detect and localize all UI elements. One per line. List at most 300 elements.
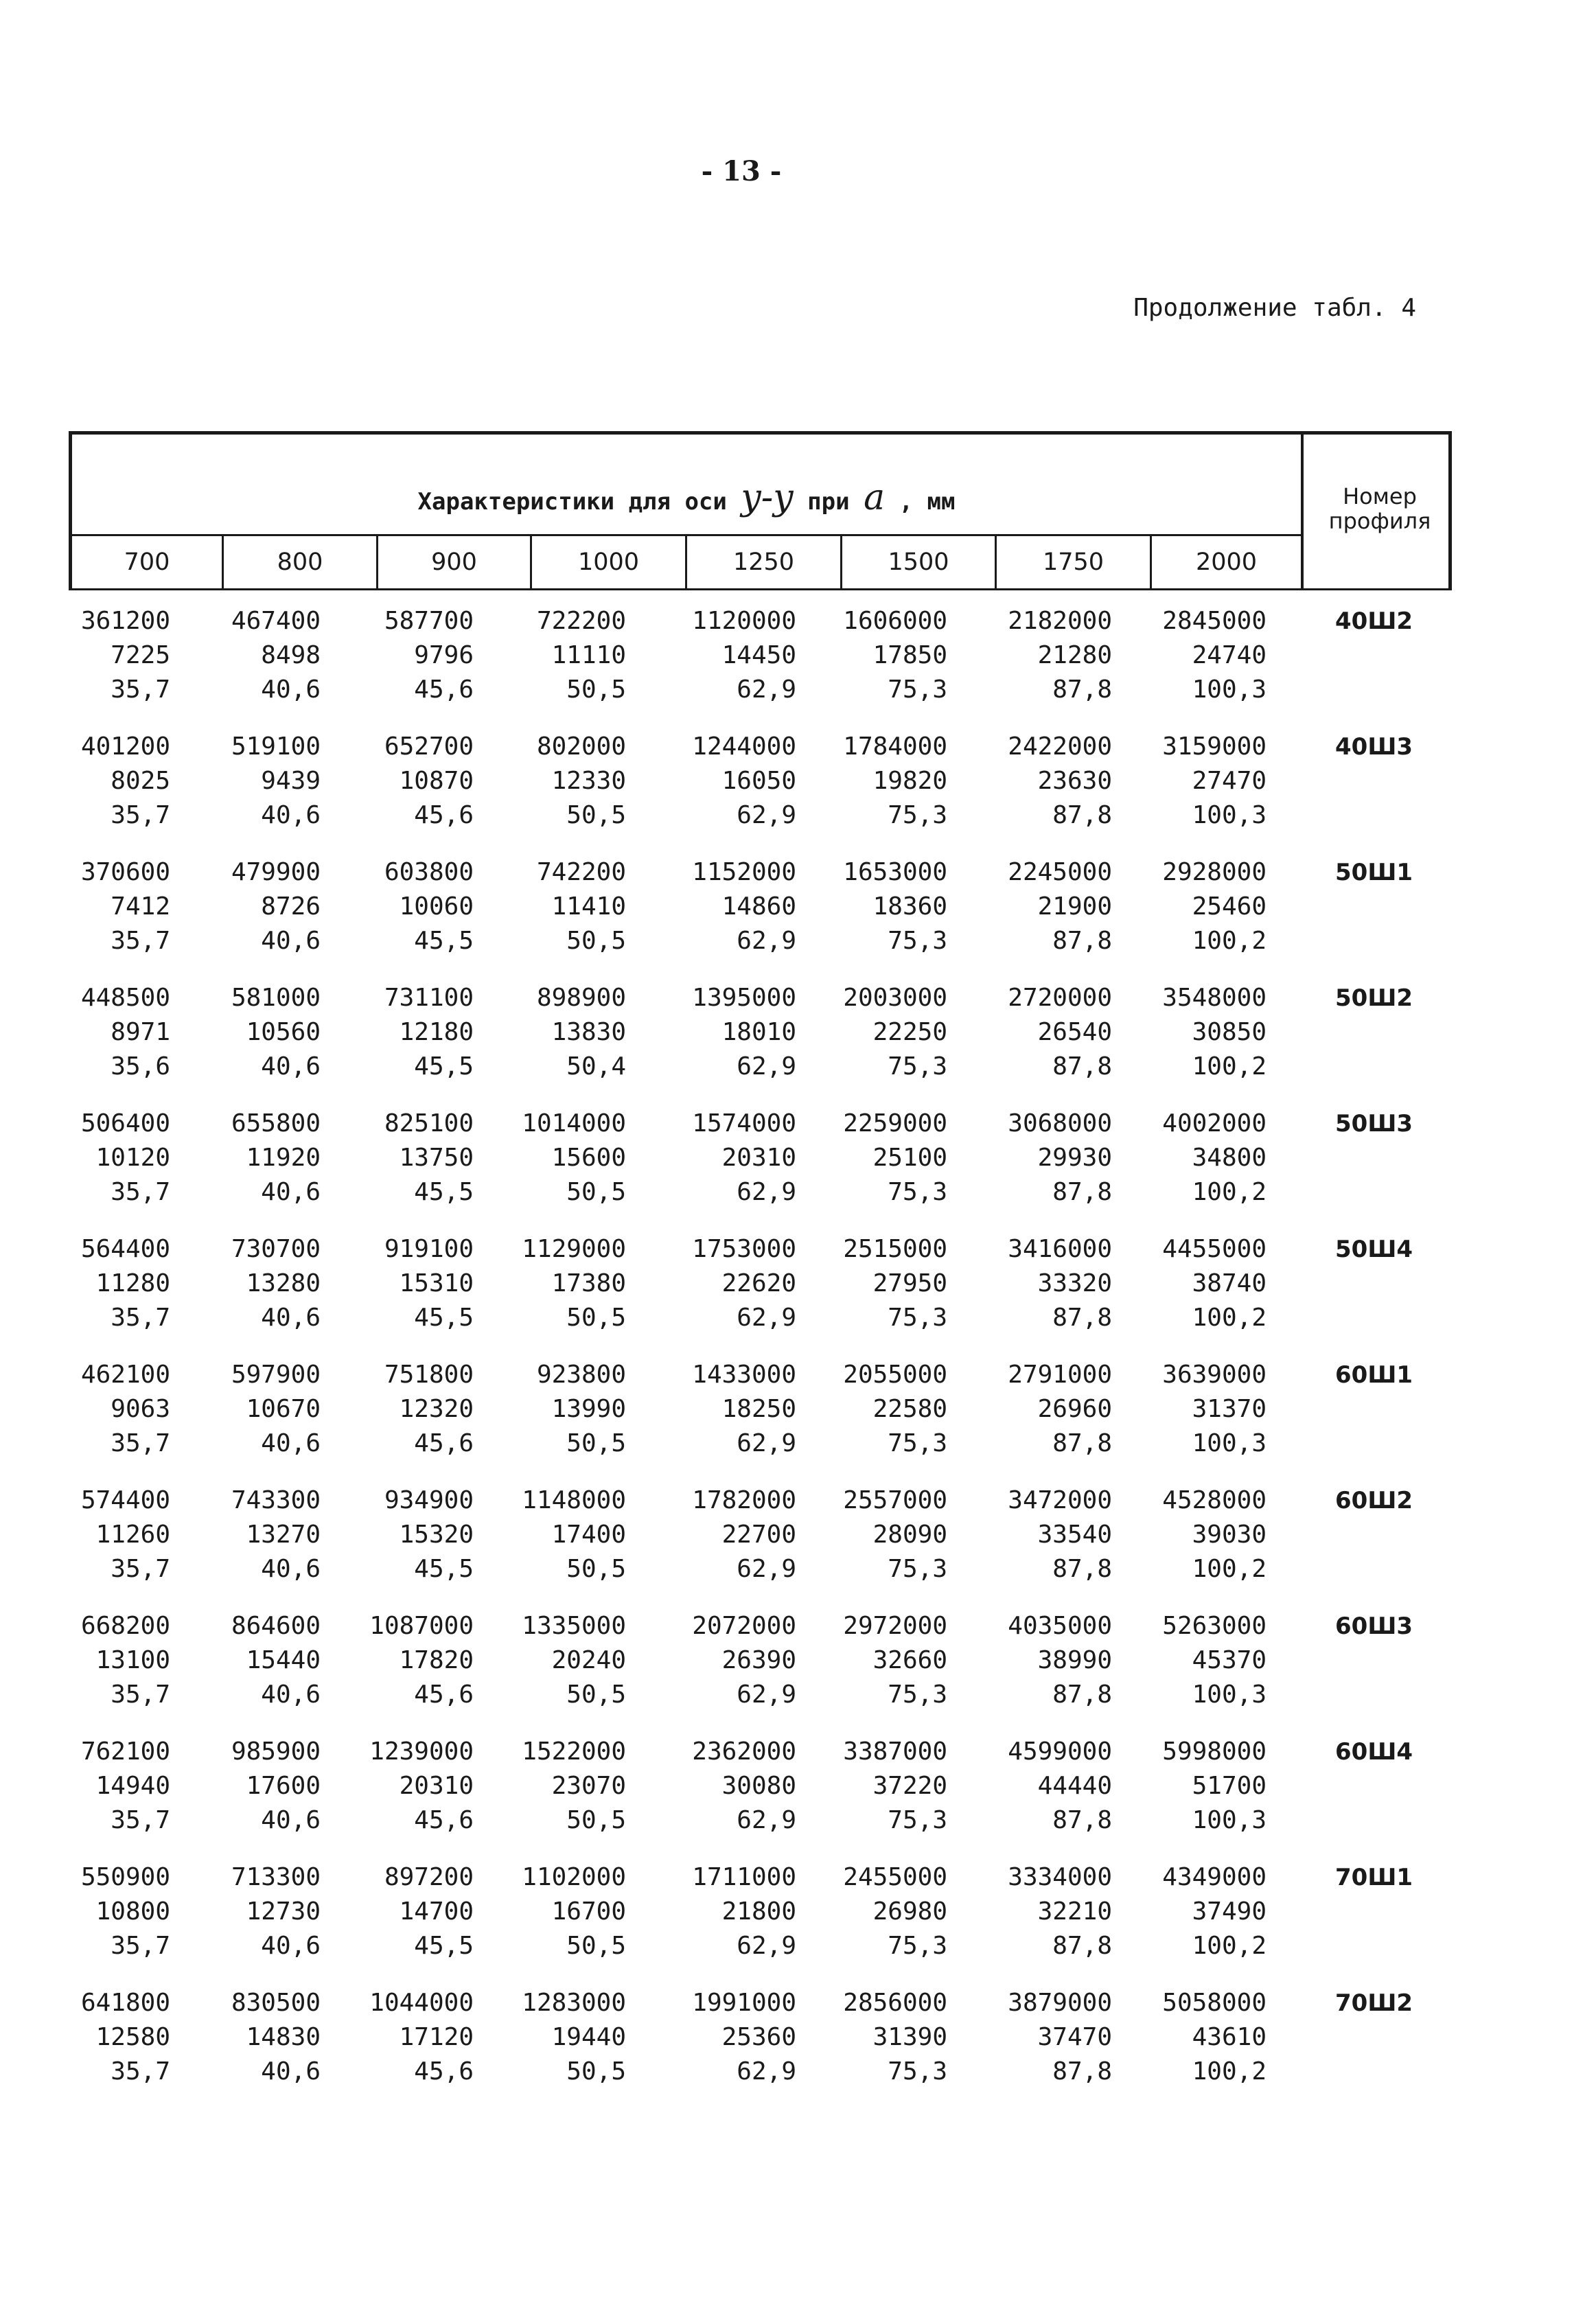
table-cell: 40,6 (261, 1178, 321, 1206)
table-row (69, 890, 1452, 924)
table-cell: 75,3 (888, 1806, 947, 1834)
table-cell: 11280 (95, 1269, 170, 1297)
table-cell: 597900 (231, 1361, 321, 1389)
table-cell: 4002000 (1162, 1109, 1267, 1138)
profile-group (69, 1735, 1452, 1860)
table-cell: 3416000 (1008, 1235, 1112, 1263)
table-cell: 11260 (95, 1521, 170, 1549)
table-cell: 603800 (384, 858, 474, 886)
table-cell: 75,3 (888, 1052, 947, 1081)
table-cell: 22620 (721, 1269, 796, 1297)
table-cell: 45,6 (414, 2057, 474, 2086)
header-unit: , мм (899, 488, 956, 516)
table-row (69, 1141, 1452, 1175)
table-cell: 100,3 (1192, 675, 1267, 704)
table-cell: 87,8 (1052, 1178, 1112, 1206)
table-cell: 17120 (399, 2023, 474, 2051)
table-cell: 18360 (872, 892, 947, 921)
table-cell: 11920 (246, 1144, 321, 1172)
table-cell: 45,6 (414, 675, 474, 704)
table-cell: 26960 (1037, 1395, 1112, 1423)
table-cell: 39030 (1192, 1521, 1267, 1549)
table-cell: 33320 (1037, 1269, 1112, 1297)
table-row (69, 2020, 1452, 2055)
table-cell: 830500 (231, 1989, 321, 2017)
column-header-6: 1750 (995, 536, 1150, 589)
table-cell: 34800 (1192, 1144, 1267, 1172)
table-cell: 3159000 (1162, 732, 1267, 761)
table-cell: 37490 (1192, 1897, 1267, 1926)
table-cell: 24740 (1192, 641, 1267, 669)
table-cell: 45,6 (414, 1429, 474, 1457)
table-row (69, 1643, 1452, 1678)
table-cell: 10870 (399, 767, 474, 795)
table-cell: 14860 (721, 892, 796, 921)
table-cell: 32660 (872, 1646, 947, 1674)
table-row (69, 764, 1452, 798)
table-cell: 1283000 (522, 1989, 626, 2017)
table-cell: 31370 (1192, 1395, 1267, 1423)
profile-number: 60Ш3 (1335, 1613, 1413, 1640)
table-cell: 19440 (551, 2023, 626, 2051)
table-cell: 2928000 (1162, 858, 1267, 886)
table-cell: 62,9 (737, 1806, 796, 1834)
table-cell: 370600 (80, 858, 170, 886)
table-cell: 825100 (384, 1109, 474, 1138)
table-cell: 40,6 (261, 1304, 321, 1332)
table-cell: 100,3 (1192, 1681, 1267, 1709)
table-cell: 574400 (80, 1486, 170, 1514)
table-cell: 25460 (1192, 892, 1267, 921)
table-cell: 2720000 (1008, 984, 1112, 1012)
table-row (69, 1518, 1452, 1552)
table-cell: 4528000 (1162, 1486, 1267, 1514)
table-cell: 13100 (95, 1646, 170, 1674)
table-row (69, 1267, 1452, 1301)
table-cell: 21900 (1037, 892, 1112, 921)
table-cell: 2259000 (843, 1109, 947, 1138)
table-cell: 12580 (95, 2023, 170, 2051)
table-cell: 462100 (80, 1361, 170, 1389)
profile-number: 60Ш2 (1335, 1487, 1413, 1514)
profile-group (69, 1483, 1452, 1609)
table-cell: 51700 (1192, 1772, 1267, 1800)
header-title-prefix: Характеристики для оси (417, 488, 727, 516)
table-cell: 87,8 (1052, 927, 1112, 955)
table-cell: 20240 (551, 1646, 626, 1674)
header-param: a (864, 477, 886, 518)
table-cell: 2455000 (843, 1863, 947, 1891)
table-cell: 43610 (1192, 2023, 1267, 2051)
table-cell: 802000 (536, 732, 626, 761)
table-cell: 2003000 (843, 984, 947, 1012)
table-row (69, 855, 1452, 890)
column-header-3: 1000 (530, 536, 685, 589)
table-cell: 2856000 (843, 1989, 947, 2017)
table-cell: 762100 (80, 1737, 170, 1766)
table-cell: 361200 (80, 607, 170, 635)
table-cell: 655800 (231, 1109, 321, 1138)
table-row (69, 1929, 1452, 1963)
table-cell: 467400 (231, 607, 321, 635)
table-cell: 4035000 (1008, 1612, 1112, 1640)
table-cell: 38990 (1037, 1646, 1112, 1674)
table-cell: 13280 (246, 1269, 321, 1297)
table-cell: 9439 (261, 767, 321, 795)
table-cell: 45,5 (414, 927, 474, 955)
table-row (69, 1392, 1452, 1427)
profile-number: 50Ш2 (1335, 984, 1413, 1012)
table-row (69, 1015, 1452, 1050)
table-cell: 87,8 (1052, 1555, 1112, 1583)
table-cell: 13750 (399, 1144, 474, 1172)
table-cell: 20310 (721, 1144, 796, 1172)
profile-number: 60Ш4 (1335, 1738, 1413, 1766)
table-cell: 587700 (384, 607, 474, 635)
table-cell: 564400 (80, 1235, 170, 1263)
table-cell: 62,9 (737, 1178, 796, 1206)
table-cell: 919100 (384, 1235, 474, 1263)
profile-group (69, 1358, 1452, 1483)
table-cell: 10800 (95, 1897, 170, 1926)
profile-group (69, 730, 1452, 855)
table-cell: 87,8 (1052, 1304, 1112, 1332)
table-cell: 923800 (536, 1361, 626, 1389)
table-cell: 40,6 (261, 1681, 321, 1709)
table-cell: 22700 (721, 1521, 796, 1549)
table-cell: 18250 (721, 1395, 796, 1423)
table-row (69, 1803, 1452, 1838)
table-cell: 87,8 (1052, 675, 1112, 704)
table-cell: 40,6 (261, 2057, 321, 2086)
table-cell: 506400 (80, 1109, 170, 1138)
table-cell: 722200 (536, 607, 626, 635)
table-cell: 35,7 (111, 1681, 170, 1709)
table-cell: 75,3 (888, 1681, 947, 1709)
table-cell: 730700 (231, 1235, 321, 1263)
table-body (69, 604, 1452, 2112)
table-cell: 401200 (80, 732, 170, 761)
table-cell: 22250 (872, 1018, 947, 1046)
table-cell: 16050 (721, 767, 796, 795)
table-cell: 14830 (246, 2023, 321, 2051)
table-row (69, 1301, 1452, 1335)
table-cell: 26540 (1037, 1018, 1112, 1046)
table-cell: 898900 (536, 984, 626, 1012)
table-cell: 17820 (399, 1646, 474, 1674)
table-cell: 2055000 (843, 1361, 947, 1389)
table-cell: 12180 (399, 1018, 474, 1046)
table-cell: 50,5 (566, 1681, 626, 1709)
table-cell: 11110 (551, 641, 626, 669)
table-cell: 1433000 (692, 1361, 796, 1389)
profile-number: 40Ш2 (1335, 608, 1413, 635)
table-cell: 7225 (111, 641, 170, 669)
table-cell: 62,9 (737, 927, 796, 955)
table-cell: 4455000 (1162, 1235, 1267, 1263)
table-cell: 1239000 (369, 1737, 474, 1766)
table-cell: 75,3 (888, 927, 947, 955)
table-cell: 50,4 (566, 1052, 626, 1081)
table-cell: 479900 (231, 858, 321, 886)
profile-number: 70Ш2 (1335, 1989, 1413, 2017)
table-cell: 1120000 (692, 607, 796, 635)
table-cell: 1044000 (369, 1989, 474, 2017)
table-cell: 40,6 (261, 801, 321, 829)
table-row (69, 1609, 1452, 1643)
table-cell: 38740 (1192, 1269, 1267, 1297)
table-cell: 20310 (399, 1772, 474, 1800)
table-cell: 26390 (721, 1646, 796, 1674)
profile-column-divider (1301, 435, 1304, 589)
table-cell: 22580 (872, 1395, 947, 1423)
table-cell: 641800 (80, 1989, 170, 2017)
table-cell: 3387000 (843, 1737, 947, 1766)
table-cell: 8025 (111, 767, 170, 795)
table-cell: 3068000 (1008, 1109, 1112, 1138)
profile-group (69, 1232, 1452, 1358)
table-cell: 9796 (414, 641, 474, 669)
table-cell: 40,6 (261, 1052, 321, 1081)
table-cell: 75,3 (888, 1304, 947, 1332)
table-cell: 45,5 (414, 1178, 474, 1206)
table-cell: 87,8 (1052, 2057, 1112, 2086)
table-cell: 50,5 (566, 1932, 626, 1960)
table-cell: 35,7 (111, 1429, 170, 1457)
table-cell: 1574000 (692, 1109, 796, 1138)
table-cell: 25100 (872, 1144, 947, 1172)
table-cell: 35,7 (111, 2057, 170, 2086)
table-cell: 100,2 (1192, 1555, 1267, 1583)
table-cell: 25360 (721, 2023, 796, 2051)
table-cell: 62,9 (737, 1052, 796, 1081)
profile-number-header: Номер профиля (1328, 483, 1431, 534)
table-continuation-label: Продолжение табл. 4 (1133, 294, 1416, 322)
table-cell: 100,3 (1192, 801, 1267, 829)
table-cell: 45,5 (414, 1052, 474, 1081)
table-cell: 75,3 (888, 801, 947, 829)
profile-group (69, 1609, 1452, 1735)
table-cell: 1014000 (522, 1109, 626, 1138)
table-cell: 14450 (721, 641, 796, 669)
table-cell: 87,8 (1052, 1932, 1112, 1960)
table-cell: 731100 (384, 984, 474, 1012)
table-cell: 18010 (721, 1018, 796, 1046)
table-row (69, 673, 1452, 707)
table-cell: 2557000 (843, 1486, 947, 1514)
table-cell: 5263000 (1162, 1612, 1267, 1640)
table-cell: 1244000 (692, 732, 796, 761)
table-cell: 40,6 (261, 675, 321, 704)
table-cell: 62,9 (737, 1304, 796, 1332)
table-cell: 35,7 (111, 1304, 170, 1332)
table-row (69, 981, 1452, 1015)
table-cell: 45370 (1192, 1646, 1267, 1674)
table-cell: 62,9 (737, 1429, 796, 1457)
table-cell: 1782000 (692, 1486, 796, 1514)
table-cell: 62,9 (737, 1681, 796, 1709)
table-row (69, 638, 1452, 673)
column-header-1: 800 (222, 536, 376, 589)
table-cell: 9063 (111, 1395, 170, 1423)
table-cell: 35,7 (111, 1178, 170, 1206)
table-cell: 28090 (872, 1521, 947, 1549)
table-cell: 62,9 (737, 675, 796, 704)
profile-number: 50Ш1 (1335, 859, 1413, 886)
table-cell: 100,2 (1192, 1932, 1267, 1960)
table-row (69, 1678, 1452, 1712)
table-cell: 35,7 (111, 1555, 170, 1583)
header-title (72, 477, 1301, 518)
table-cell: 1711000 (692, 1863, 796, 1891)
table-cell: 713300 (231, 1863, 321, 1891)
table-cell: 50,5 (566, 801, 626, 829)
table-cell: 45,5 (414, 1932, 474, 1960)
table-row (69, 1358, 1452, 1392)
table-cell: 21280 (1037, 641, 1112, 669)
table-cell: 1653000 (843, 858, 947, 886)
table-cell: 19820 (872, 767, 947, 795)
table-cell: 21800 (721, 1897, 796, 1926)
column-header-5: 1500 (840, 536, 995, 589)
table-cell: 12730 (246, 1897, 321, 1926)
table-cell: 23630 (1037, 767, 1112, 795)
profile-group (69, 1107, 1452, 1232)
table-row (69, 924, 1452, 958)
table-row (69, 2055, 1452, 2089)
table-cell: 35,7 (111, 1932, 170, 1960)
table-cell: 3548000 (1162, 984, 1267, 1012)
table-cell: 40,6 (261, 1429, 321, 1457)
table-cell: 3472000 (1008, 1486, 1112, 1514)
table-cell: 2791000 (1008, 1361, 1112, 1389)
table-cell: 13830 (551, 1018, 626, 1046)
table-cell: 12330 (551, 767, 626, 795)
table-cell: 1087000 (369, 1612, 474, 1640)
table-cell: 35,6 (111, 1052, 170, 1081)
profile-number: 50Ш3 (1335, 1110, 1413, 1138)
table-cell: 10120 (95, 1144, 170, 1172)
table-cell: 581000 (231, 984, 321, 1012)
table-header (69, 431, 1452, 590)
table-cell: 652700 (384, 732, 474, 761)
table-cell: 35,7 (111, 675, 170, 704)
table-cell: 62,9 (737, 801, 796, 829)
table-cell: 10560 (246, 1018, 321, 1046)
table-cell: 864600 (231, 1612, 321, 1640)
table-cell: 15310 (399, 1269, 474, 1297)
profile-group (69, 981, 1452, 1107)
table-cell: 50,5 (566, 675, 626, 704)
table-cell: 45,5 (414, 1555, 474, 1583)
table-cell: 1753000 (692, 1235, 796, 1263)
table-cell: 8971 (111, 1018, 170, 1046)
table-cell: 17400 (551, 1521, 626, 1549)
table-row (69, 1175, 1452, 1210)
table-cell: 4349000 (1162, 1863, 1267, 1891)
table-row (69, 1107, 1452, 1141)
table-cell: 1784000 (843, 732, 947, 761)
table-cell: 17850 (872, 641, 947, 669)
table-row (69, 1483, 1452, 1518)
table-cell: 14940 (95, 1772, 170, 1800)
table-cell: 35,7 (111, 1806, 170, 1834)
table-cell: 30850 (1192, 1018, 1267, 1046)
table-cell: 100,2 (1192, 2057, 1267, 2086)
column-header-2: 900 (376, 536, 530, 589)
table-cell: 100,3 (1192, 1806, 1267, 1834)
table-cell: 5998000 (1162, 1737, 1267, 1766)
table-cell: 3639000 (1162, 1361, 1267, 1389)
table-cell: 11410 (551, 892, 626, 921)
table-cell: 2362000 (692, 1737, 796, 1766)
table-cell: 3879000 (1008, 1989, 1112, 2017)
table-cell: 62,9 (737, 1555, 796, 1583)
profile-number: 70Ш1 (1335, 1864, 1413, 1891)
table-cell: 50,5 (566, 1429, 626, 1457)
table-cell: 934900 (384, 1486, 474, 1514)
table-cell: 13990 (551, 1395, 626, 1423)
table-cell: 1522000 (522, 1737, 626, 1766)
table-cell: 30080 (721, 1772, 796, 1800)
table-cell: 2245000 (1008, 858, 1112, 886)
profile-number: 40Ш3 (1335, 733, 1413, 761)
table-cell: 87,8 (1052, 1806, 1112, 1834)
table-cell: 37220 (872, 1772, 947, 1800)
table-cell: 12320 (399, 1395, 474, 1423)
table-cell: 23070 (551, 1772, 626, 1800)
table-cell: 15320 (399, 1521, 474, 1549)
table-row (69, 1232, 1452, 1267)
table-cell: 75,3 (888, 1178, 947, 1206)
table-cell: 100,2 (1192, 927, 1267, 955)
profile-group (69, 1986, 1452, 2112)
table-row (69, 1050, 1452, 1084)
table-cell: 44440 (1037, 1772, 1112, 1800)
profile-group (69, 1860, 1452, 1986)
table-cell: 62,9 (737, 2057, 796, 2086)
table-cell: 45,6 (414, 801, 474, 829)
table-row (69, 1986, 1452, 2020)
table-cell: 985900 (231, 1737, 321, 1766)
table-cell: 8726 (261, 892, 321, 921)
table-cell: 100,2 (1192, 1304, 1267, 1332)
table-cell: 8498 (261, 641, 321, 669)
table-cell: 4599000 (1008, 1737, 1112, 1766)
table-cell: 100,2 (1192, 1052, 1267, 1081)
table-cell: 1152000 (692, 858, 796, 886)
table-cell: 2182000 (1008, 607, 1112, 635)
profile-group (69, 855, 1452, 981)
table-cell: 40,6 (261, 1806, 321, 1834)
page-number: - 13 - (701, 155, 782, 187)
table-cell: 31390 (872, 2023, 947, 2051)
table-cell: 26980 (872, 1897, 947, 1926)
table-cell: 1148000 (522, 1486, 626, 1514)
table-cell: 40,6 (261, 1932, 321, 1960)
table-cell: 75,3 (888, 2057, 947, 2086)
table-cell: 3334000 (1008, 1863, 1112, 1891)
table-cell: 17600 (246, 1772, 321, 1800)
table-cell: 2072000 (692, 1612, 796, 1640)
table-cell: 448500 (80, 984, 170, 1012)
table-cell: 1335000 (522, 1612, 626, 1640)
column-header-4: 1250 (685, 536, 840, 589)
table-row (69, 798, 1452, 833)
table-cell: 50,5 (566, 1304, 626, 1332)
table-cell: 10060 (399, 892, 474, 921)
header-axis: y-y (741, 477, 794, 518)
